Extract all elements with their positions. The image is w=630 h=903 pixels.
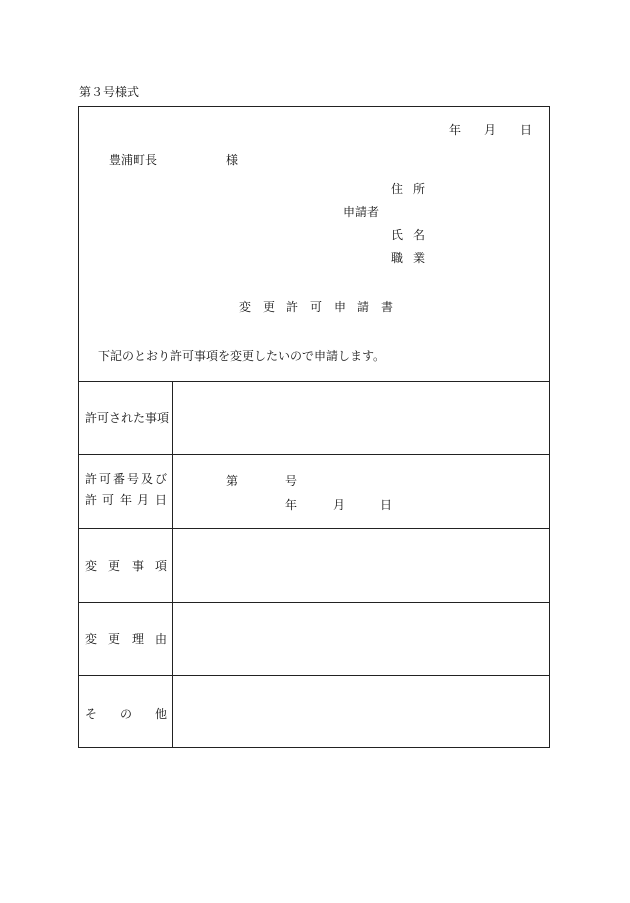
title-char-3: 許	[286, 300, 299, 314]
name-label-1: 氏	[391, 228, 404, 242]
other-char-3: 他	[155, 707, 168, 721]
permit-number-char-6: び	[155, 472, 168, 486]
address-label-1: 住	[391, 182, 404, 196]
permit-number-char-1: 許	[85, 472, 98, 486]
title-char-4: 可	[310, 300, 323, 314]
change-matters-char-1: 変	[85, 559, 98, 573]
permit-number-char-3: 番	[113, 472, 126, 486]
occupation-label-1: 職	[391, 251, 404, 265]
permit-number-char-4: 号	[127, 472, 140, 486]
row-divider-1	[79, 454, 549, 455]
permit-date-char-3: 年	[120, 493, 133, 507]
table-top-line	[79, 381, 549, 382]
change-matters-char-4: 項	[155, 559, 168, 573]
body-text: 下記のとおり許可事項を変更したいので申請します。	[98, 349, 386, 363]
other-char-2: の	[120, 707, 133, 721]
change-matters-char-3: 事	[132, 559, 145, 573]
other-char-1: そ	[85, 707, 98, 721]
change-reason-char-3: 理	[132, 632, 145, 646]
permit-number-char-2: 可	[99, 472, 112, 486]
permit-date-char-5: 日	[155, 493, 168, 507]
address-label-2: 所	[413, 182, 426, 196]
addressee-name: 豊浦町長	[109, 153, 158, 167]
occupation-label-2: 業	[413, 251, 426, 265]
permit-date-char-1: 許	[85, 493, 98, 507]
permit-date-char-2: 可	[102, 493, 115, 507]
permit-date-char-4: 月	[137, 493, 150, 507]
name-label-2: 名	[413, 228, 426, 242]
row-divider-4	[79, 675, 549, 676]
addressee-honorific: 様	[226, 153, 239, 167]
permit-date-day: 日	[380, 498, 393, 512]
change-reason-char-2: 更	[108, 632, 121, 646]
row-label-permitted-matters: 許可された事項	[85, 411, 170, 425]
permit-number-prefix: 第	[226, 474, 239, 488]
permit-number-suffix: 号	[285, 474, 298, 488]
date-day-label: 日	[520, 123, 533, 137]
table-column-divider	[172, 381, 173, 748]
applicant-label: 申請者	[343, 205, 380, 219]
permit-date-year: 年	[285, 498, 298, 512]
date-month-label: 月	[484, 123, 497, 137]
permit-date-month: 月	[333, 498, 346, 512]
title-char-5: 申	[334, 300, 347, 314]
change-reason-char-4: 由	[155, 632, 168, 646]
title-char-2: 更	[263, 300, 276, 314]
title-char-1: 変	[239, 300, 252, 314]
form-number: 第３号様式	[79, 85, 140, 99]
change-reason-char-1: 変	[85, 632, 98, 646]
application-form	[78, 106, 550, 748]
permit-number-char-5: 及	[141, 472, 154, 486]
title-char-6: 請	[357, 300, 370, 314]
title-char-7: 書	[381, 300, 394, 314]
row-divider-3	[79, 602, 549, 603]
row-divider-2	[79, 528, 549, 529]
change-matters-char-2: 更	[108, 559, 121, 573]
date-year-label: 年	[449, 123, 462, 137]
